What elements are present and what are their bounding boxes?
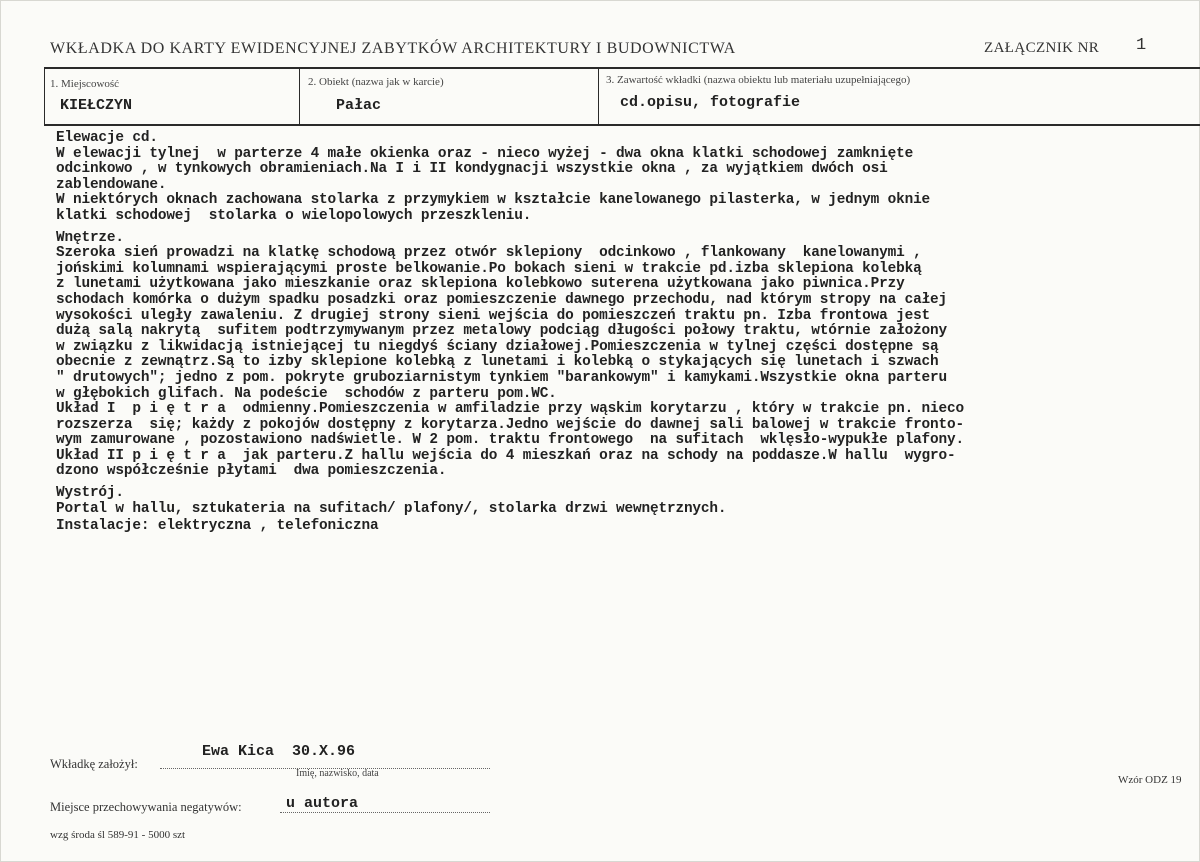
section-heading-interior: Wnętrze. [56,229,124,246]
locality-value: KIEŁCZYN [60,97,133,114]
form-code: Wzór ODZ 19 [1118,774,1182,786]
text-line: wym zamurowane , pozostawiono nadświetle. W 2 pom. traktu frontowego na sufitach wklęsło-wypukłe plafony. [56,432,964,449]
text-line: W elewacji tylnej w parterze 4 małe okienka oraz - nieco wyżej - dwa okna klatki schodowej zamknięte [56,145,914,162]
text-line: Szeroka sień prowadzi na klatkę schodową przez otwór sklepiony odcinkowo , flankowany kanelowanymi , [56,245,922,262]
negatives-value: u autora [286,795,359,812]
attachment-number: 1 [1136,36,1147,55]
installations-line [56,519,1176,535]
field-divider-3 [598,67,599,126]
section-heading-decor: Wystrój. [56,485,124,502]
text-line: " drutowych"; jedno z pom. pokryte gruboziarnistym tynkiem "barankowym" i kamykami.Wszystkie okna parteru [56,369,948,386]
header-rule-top [44,67,1200,69]
installations-text: elektryczna , telefoniczna [149,518,379,535]
created-by-label: Wkładkę założył: [50,757,138,771]
negatives-label: Miejsce przechowywania negatywów: [50,800,242,814]
text-line: rozszerza się; każdy z pokojów dostępny z korytarza.Jedno wejście do dawnej sali balowej w trakcie fronto- [56,416,964,433]
created-by-caption: Imię, nazwisko, data [296,768,379,779]
field-divider-1 [44,67,45,126]
card-title: WKŁADKA DO KARTY EWIDENCYJNEJ ZABYTKÓW ARCHITEKTURY I BUDOWNICTWA [50,40,736,57]
description-text [56,131,1176,535]
object-label: 2. Obiekt (nazwa jak w karcie) [308,76,444,88]
text-line: W niektórych oknach zachowana stolarka z przymykiem w kształcie kanelowanego pilasterka, w jednym oknie [56,192,931,209]
text-line: wysokości uległy zawaleniu. Z drugiej strony sieni wejścia do pomieszczeń traktu pn. Izba frontowa jest [56,307,931,324]
text-line: z lunetami użytkowana jako mieszkanie oraz sklepiona kolebkowo suterena użytkowana jako piwnica.Przy [56,276,905,293]
text-line: klatki schodowej stolarka o wielopolowych przeszkleniu. [56,207,532,224]
text-line: schodach komórka o dużym spadku posadzki oraz pomieszczenie dawnego przechodu, nad którym stropy na całej [56,291,948,308]
text-line: obecnie z zewnątrz.Są to izby sklepione kolebką z lunetami i kolebką o stykających się lunetach i szwach [56,354,939,371]
text-line: Układ II p i ę t r a jak parteru.Z hallu wejścia do 4 mieszkań oraz na schody na poddasze.W hallu wygro- [56,447,956,464]
section-heading-installations: Instalacje: [56,518,150,535]
header-rule-bottom [44,124,1200,126]
negatives-dotted-line [280,812,490,813]
content-label: 3. Zawartość wkładki (nazwa obiektu lub materiału uzupełniającego) [606,74,911,86]
created-by-value: Ewa Kica 30.X.96 [202,743,356,760]
text-line: Układ I p i ę t r a odmienny.Pomieszczenia w amfiladzie przy wąskim korytarzu , który w trakcie pn. nieco [56,401,964,418]
text-line: odcinkowo , w tynkowych obramieniach.Na I i II kondygnacji wszystkie okna , za wyjątkiem dwóch osi [56,161,888,178]
field-divider-2 [299,67,300,126]
print-info: wzg środa śl 589-91 - 5000 szt [50,829,186,841]
text-line: w głębokich glifach. Na podeście schodów z parteru pom.WC. [56,385,557,402]
locality-label: 1. Miejscowość [50,78,120,90]
object-value: Pałac [336,97,382,114]
attachment-label: ZAŁĄCZNIK NR [984,40,1100,56]
text-line: w związku z likwidacją istniejącej tu niegdyś ściany działowej.Pomieszczenia w tylnej części dostępne są [56,338,939,355]
text-line: dzono współcześnie płytami dwa pomieszczenia. [56,463,447,480]
text-line: jońskimi kolumnami wspierającymi proste belkowanie.Po bokach sieni w trakcie pd.izba sklepiona kolebką [56,260,922,277]
content-value: cd.opisu, fotografie [620,94,801,111]
text-line: zablendowane. [56,176,167,193]
section-heading-elevations: Elewacje cd. [56,130,158,146]
text-line: dużą salą nakrytą sufitem podtrzymywanym przez metalowy podciąg długości połowy traktu, wtórnie założony [56,323,948,340]
text-line: Portal w hallu, sztukateria na sufitach/ plafony/, stolarka drzwi wewnętrznych. [56,500,727,517]
